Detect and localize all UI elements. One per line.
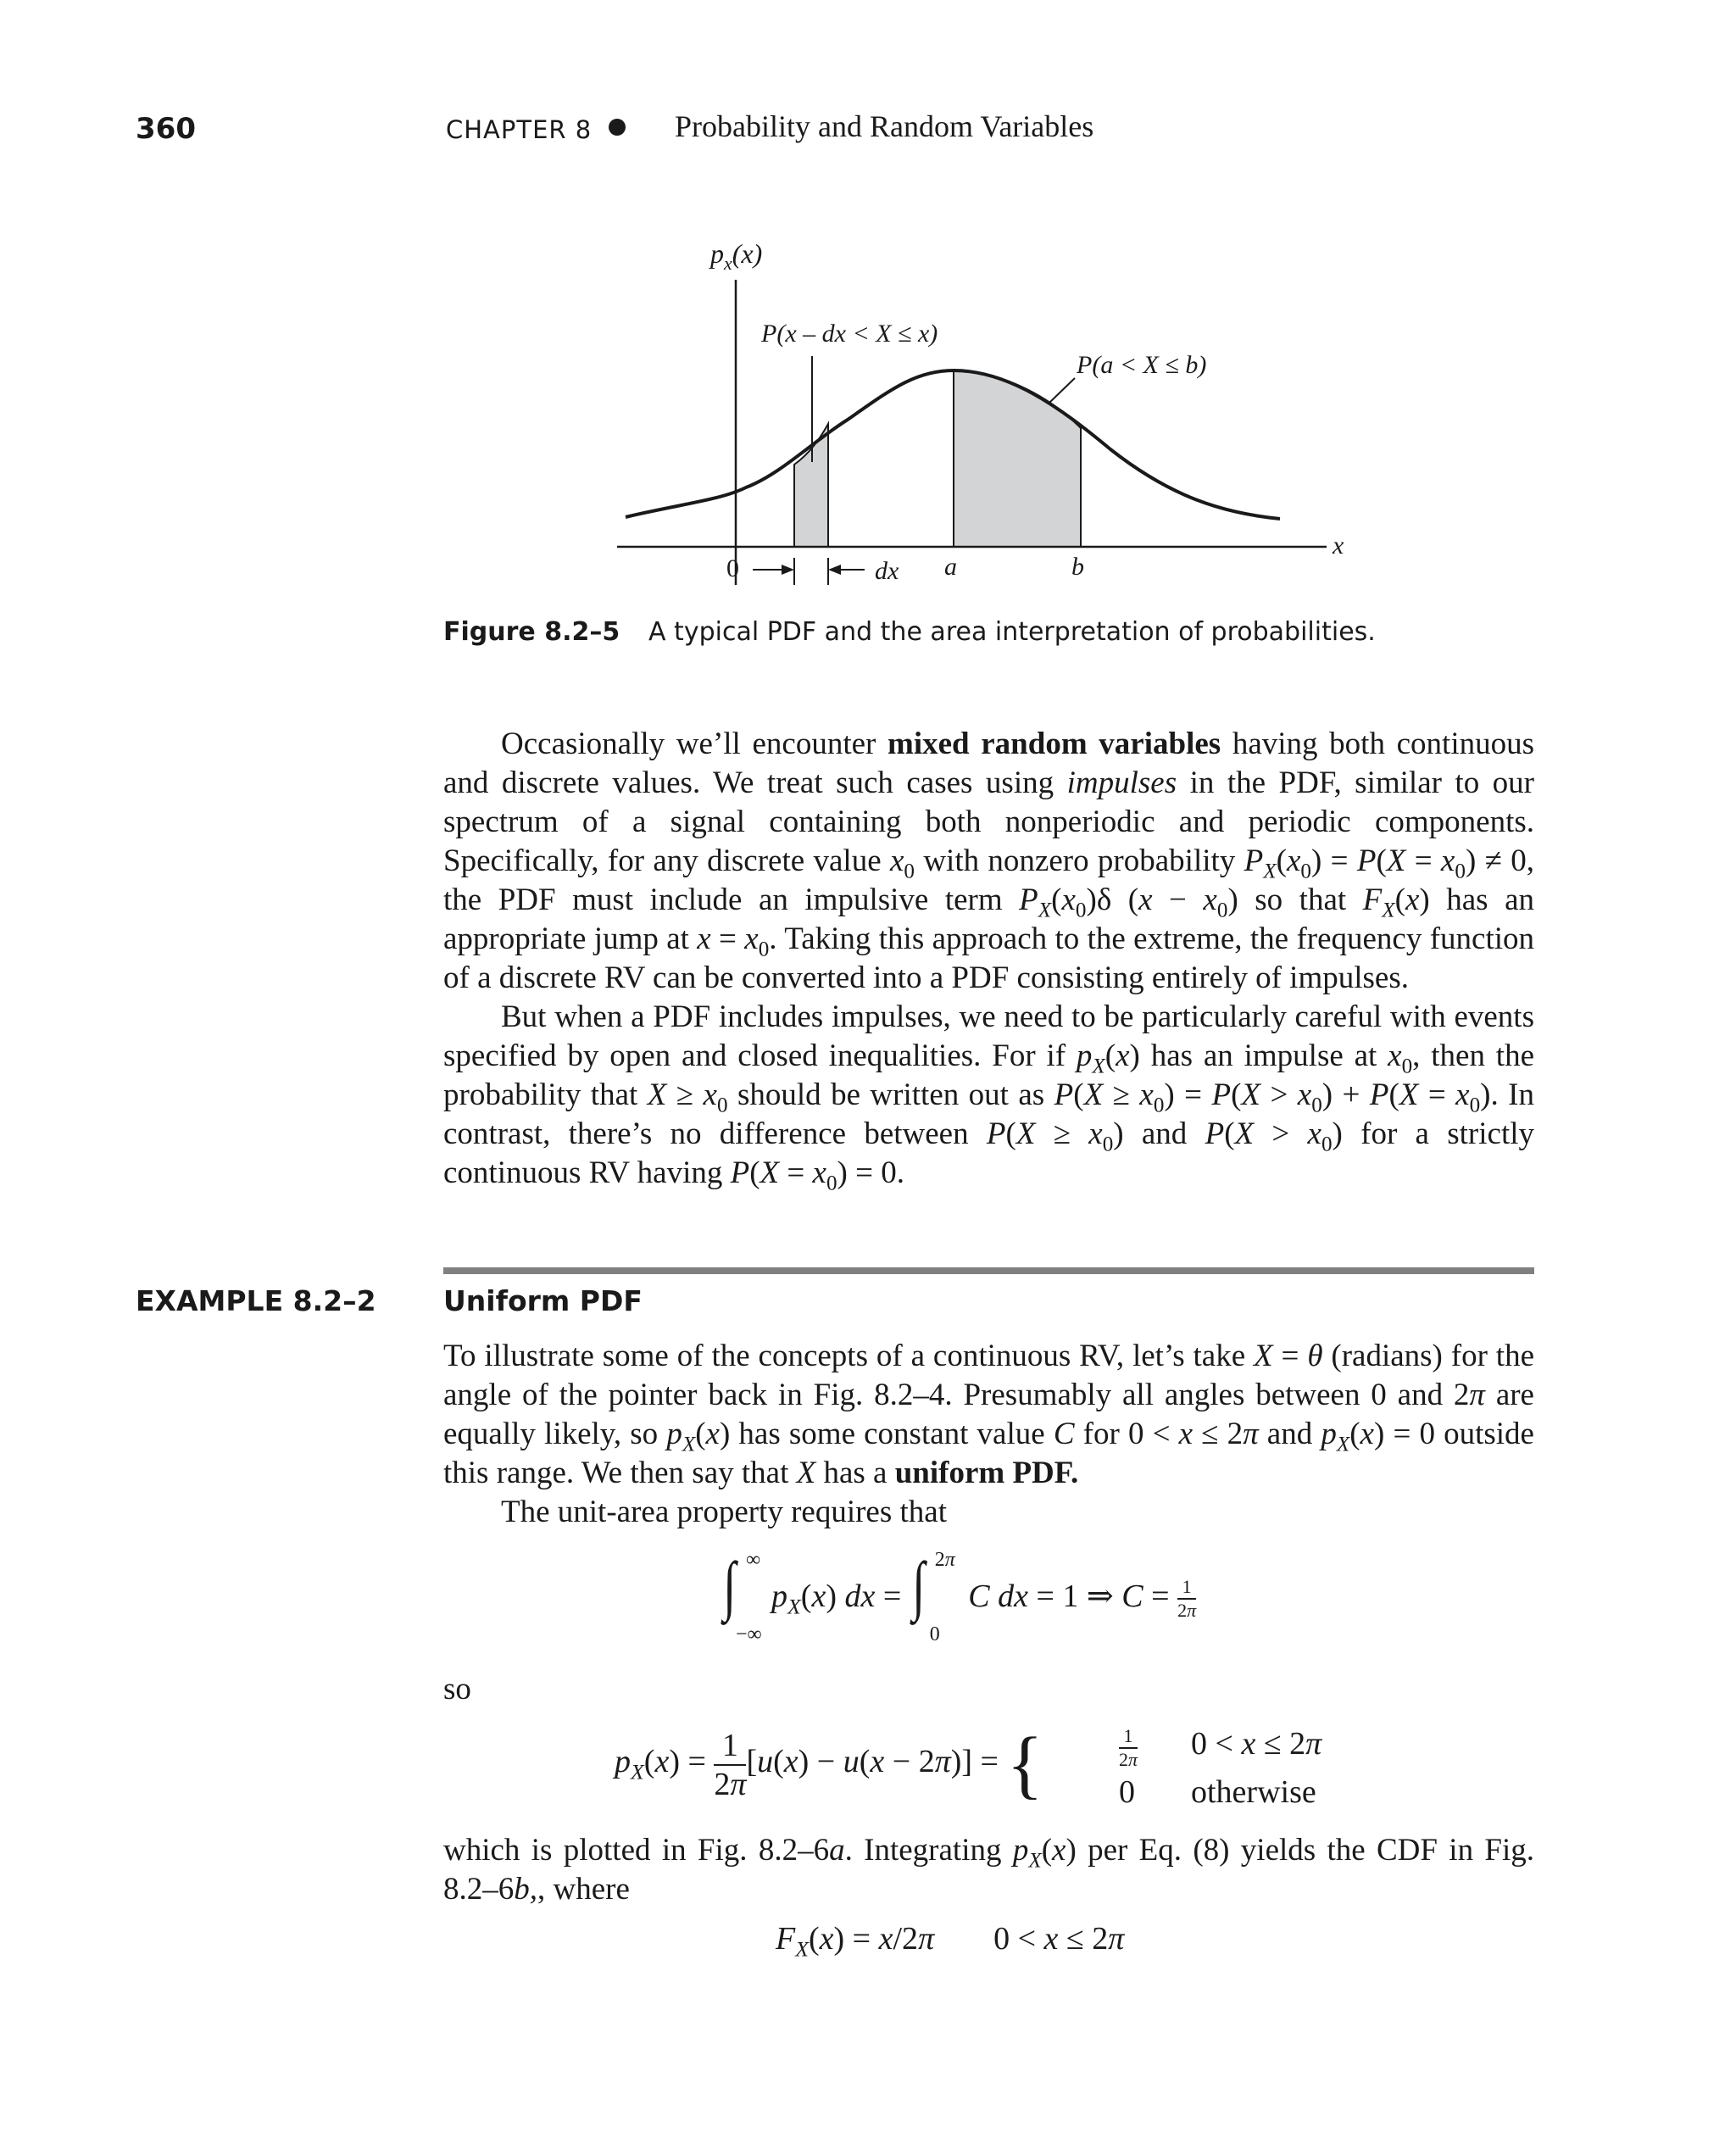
equation-uniform-cdf: $F_X(x) = x/2\pi$ 0 < x ≤ 2π [776,1921,1125,1962]
chapter-label: CHAPTER 8 [446,115,593,144]
paragraph-mixed-rv: Occasionally we’ll encounter mixed random variables having both continuous and discrete values. We treat such cases using impulses in the PDF, similar to our spectrum of a signal containing both nonperiodic and periodic components. Specifically, for any discrete value $x_0$ with nonzero probability $P_X(x_0) = P(X = x_0) \ne 0$, the PDF must include an impulsive term $P_X(x_0)\delta$ $(x - x_0)$ so that $F_X(x)$ has an appropriate jump at $x = x_0$. Taking this approach to the extreme, the frequency function of a discrete RV can be converted into a PDF consisting entirely of impulses. [443,727,1535,995]
y-axis-label: $p_x(x)$ [710,238,763,274]
paragraph-uniform-intro: To illustrate some of the concepts of a continuous RV, let’s take X = θ (radians) for the angle of the pointer back in Fig. 8.2–4. Presumably all angles between 0 and 2π are equally likely, so $p_X(x)$ has some constant value C for 0 < x ≤ 2π and $p_X(x) = 0$ outside this range. We then say that X has a uniform PDF. [443,1339,1534,1490]
chapter-title: Probability and Random Variables [675,109,1094,143]
figure-caption-text: A typical PDF and the area interpretation of probabilities. [648,617,1376,647]
page-number: 360 [136,112,196,146]
piecewise-condition-range: 0 < x ≤ 2π [1191,1726,1322,1762]
ab-shaded-region [954,370,1081,547]
ab-probability-annotation: P(a < X ≤ b) [1077,351,1207,379]
piecewise-condition-otherwise: otherwise [1191,1774,1316,1810]
paragraph-cdf-intro: which is plotted in Fig. 8.2–6a. Integrating $p_X(x)$ per Eq. (8) yields the CDF in Fig. 8.2–6b,, where [443,1833,1535,1907]
example-divider [443,1267,1534,1274]
piecewise-zero: 0 [1119,1774,1135,1810]
ab-annotation-line [1049,378,1075,403]
figure-caption-label: Figure 8.2–5 [443,617,620,647]
b-label: b [1071,553,1084,581]
dx-arrowhead-left [782,565,794,575]
x-axis-label: x [1333,532,1344,560]
pdf-figure [0,0,1736,610]
example-title: Uniform PDF [443,1284,643,1317]
example-label: EXAMPLE 8.2–2 [136,1284,376,1317]
paragraph-unit-area: The unit-area property requires that [501,1495,947,1529]
equation-unit-area: ∫ ∞ −∞ $p_X(x)$ dx = ∫ 2π 0 C dx = 1 ⇒ C = $\frac{1}{2\pi}$ [723,1548,1197,1645]
a-label: a [944,553,957,581]
text-so: so [443,1672,471,1706]
piecewise-fraction: $\frac{1}{2\pi}$ [1119,1725,1138,1770]
dx-label: dx [875,557,899,585]
origin-label: 0 [726,554,739,582]
equation-uniform-pdf: $p_X(x)$ = $\frac{1}{2\pi}$ [u(x) − u(x − 2π)] = { [615,1723,1043,1807]
dx-probability-annotation: P(x – dx < X ≤ x) [761,320,938,348]
paragraph-impulses: But when a PDF includes impulses, we need to be particularly careful with events specified by open and closed inequalities. For if $p_X(x)$ has an impulse at $x_0$, then the probability that $X \ge x_0$ should be written out as $P(X \ge x_0) = P(X > x_0) + P(X = x_0)$. In contrast, there’s no difference between $P(X \ge x_0)$ and $P(X > x_0)$ for a strictly continuous RV having $P(X = x_0) = 0$. [443,999,1535,1195]
